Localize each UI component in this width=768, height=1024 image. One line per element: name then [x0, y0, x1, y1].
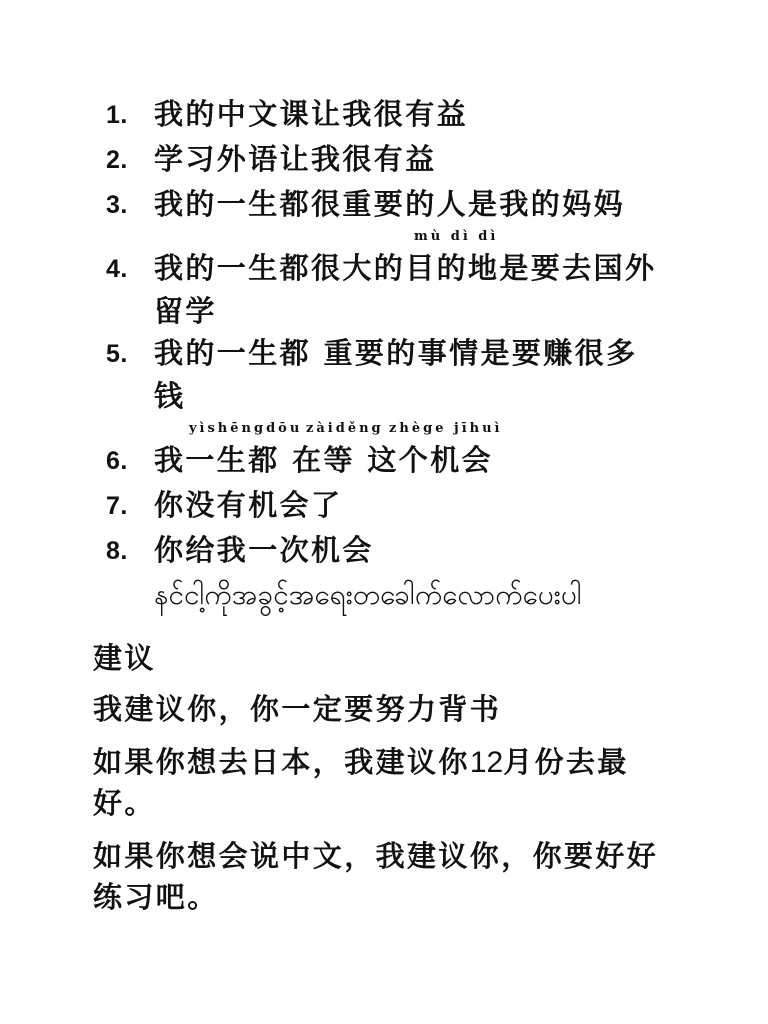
pinyin-annotation: zàiděng	[306, 421, 384, 436]
month-number: 12	[469, 746, 504, 779]
suggestion-paragraph: 我建议你，你一定要努力背书	[93, 692, 502, 726]
list-item-text: 你给我一次机会	[154, 533, 374, 567]
suggestion-paragraph	[93, 745, 629, 780]
list-number: 7.	[106, 492, 128, 520]
paragraph-text: 月份去最	[503, 745, 629, 779]
list-number: 6.	[106, 447, 128, 475]
list-item-text: 学习外语让我很有益	[154, 142, 437, 176]
list-item-text: 你没有机会了	[154, 488, 343, 522]
list-item-text: 我的一生都很大的目的地是要去国外	[154, 251, 657, 285]
list-number: 1.	[106, 101, 128, 129]
paragraph-text: 如果你想去日本，我建议你	[93, 745, 470, 779]
list-number: 2.	[106, 146, 128, 174]
list-number: 3.	[106, 191, 128, 219]
myanmar-translation: နင်ငါ့ကိုအခွင့်အရေးတခေါက်လောက်ပေးပါ	[154, 578, 582, 611]
pinyin-annotation: zhège jīhuì	[389, 421, 503, 436]
pinyin-annotation: yìshēngdōu	[189, 421, 303, 436]
list-item-text-continued: 留学	[154, 294, 217, 328]
list-item-text: 我的中文课让我很有益	[154, 97, 469, 131]
suggestion-paragraph-continued: 练习吧。	[93, 880, 219, 914]
list-item-text: 我的一生都很重要的人是我的妈妈	[154, 187, 626, 221]
list-item-text: 我一生都 在等 这个机会	[154, 443, 493, 477]
section-heading: 建议	[93, 641, 156, 675]
list-item-text: 我的一生都 重要的事情是要赚很多	[154, 336, 638, 370]
suggestion-paragraph: 如果你想会说中文，我建议你，你要好好	[93, 839, 659, 873]
pinyin-annotation: mù dì dì	[414, 229, 499, 244]
list-item-text-continued: 钱	[154, 379, 186, 413]
suggestion-paragraph-continued: 好。	[93, 786, 156, 820]
list-number: 5.	[106, 340, 128, 368]
list-number: 4.	[106, 255, 128, 283]
list-number: 8.	[106, 537, 128, 565]
